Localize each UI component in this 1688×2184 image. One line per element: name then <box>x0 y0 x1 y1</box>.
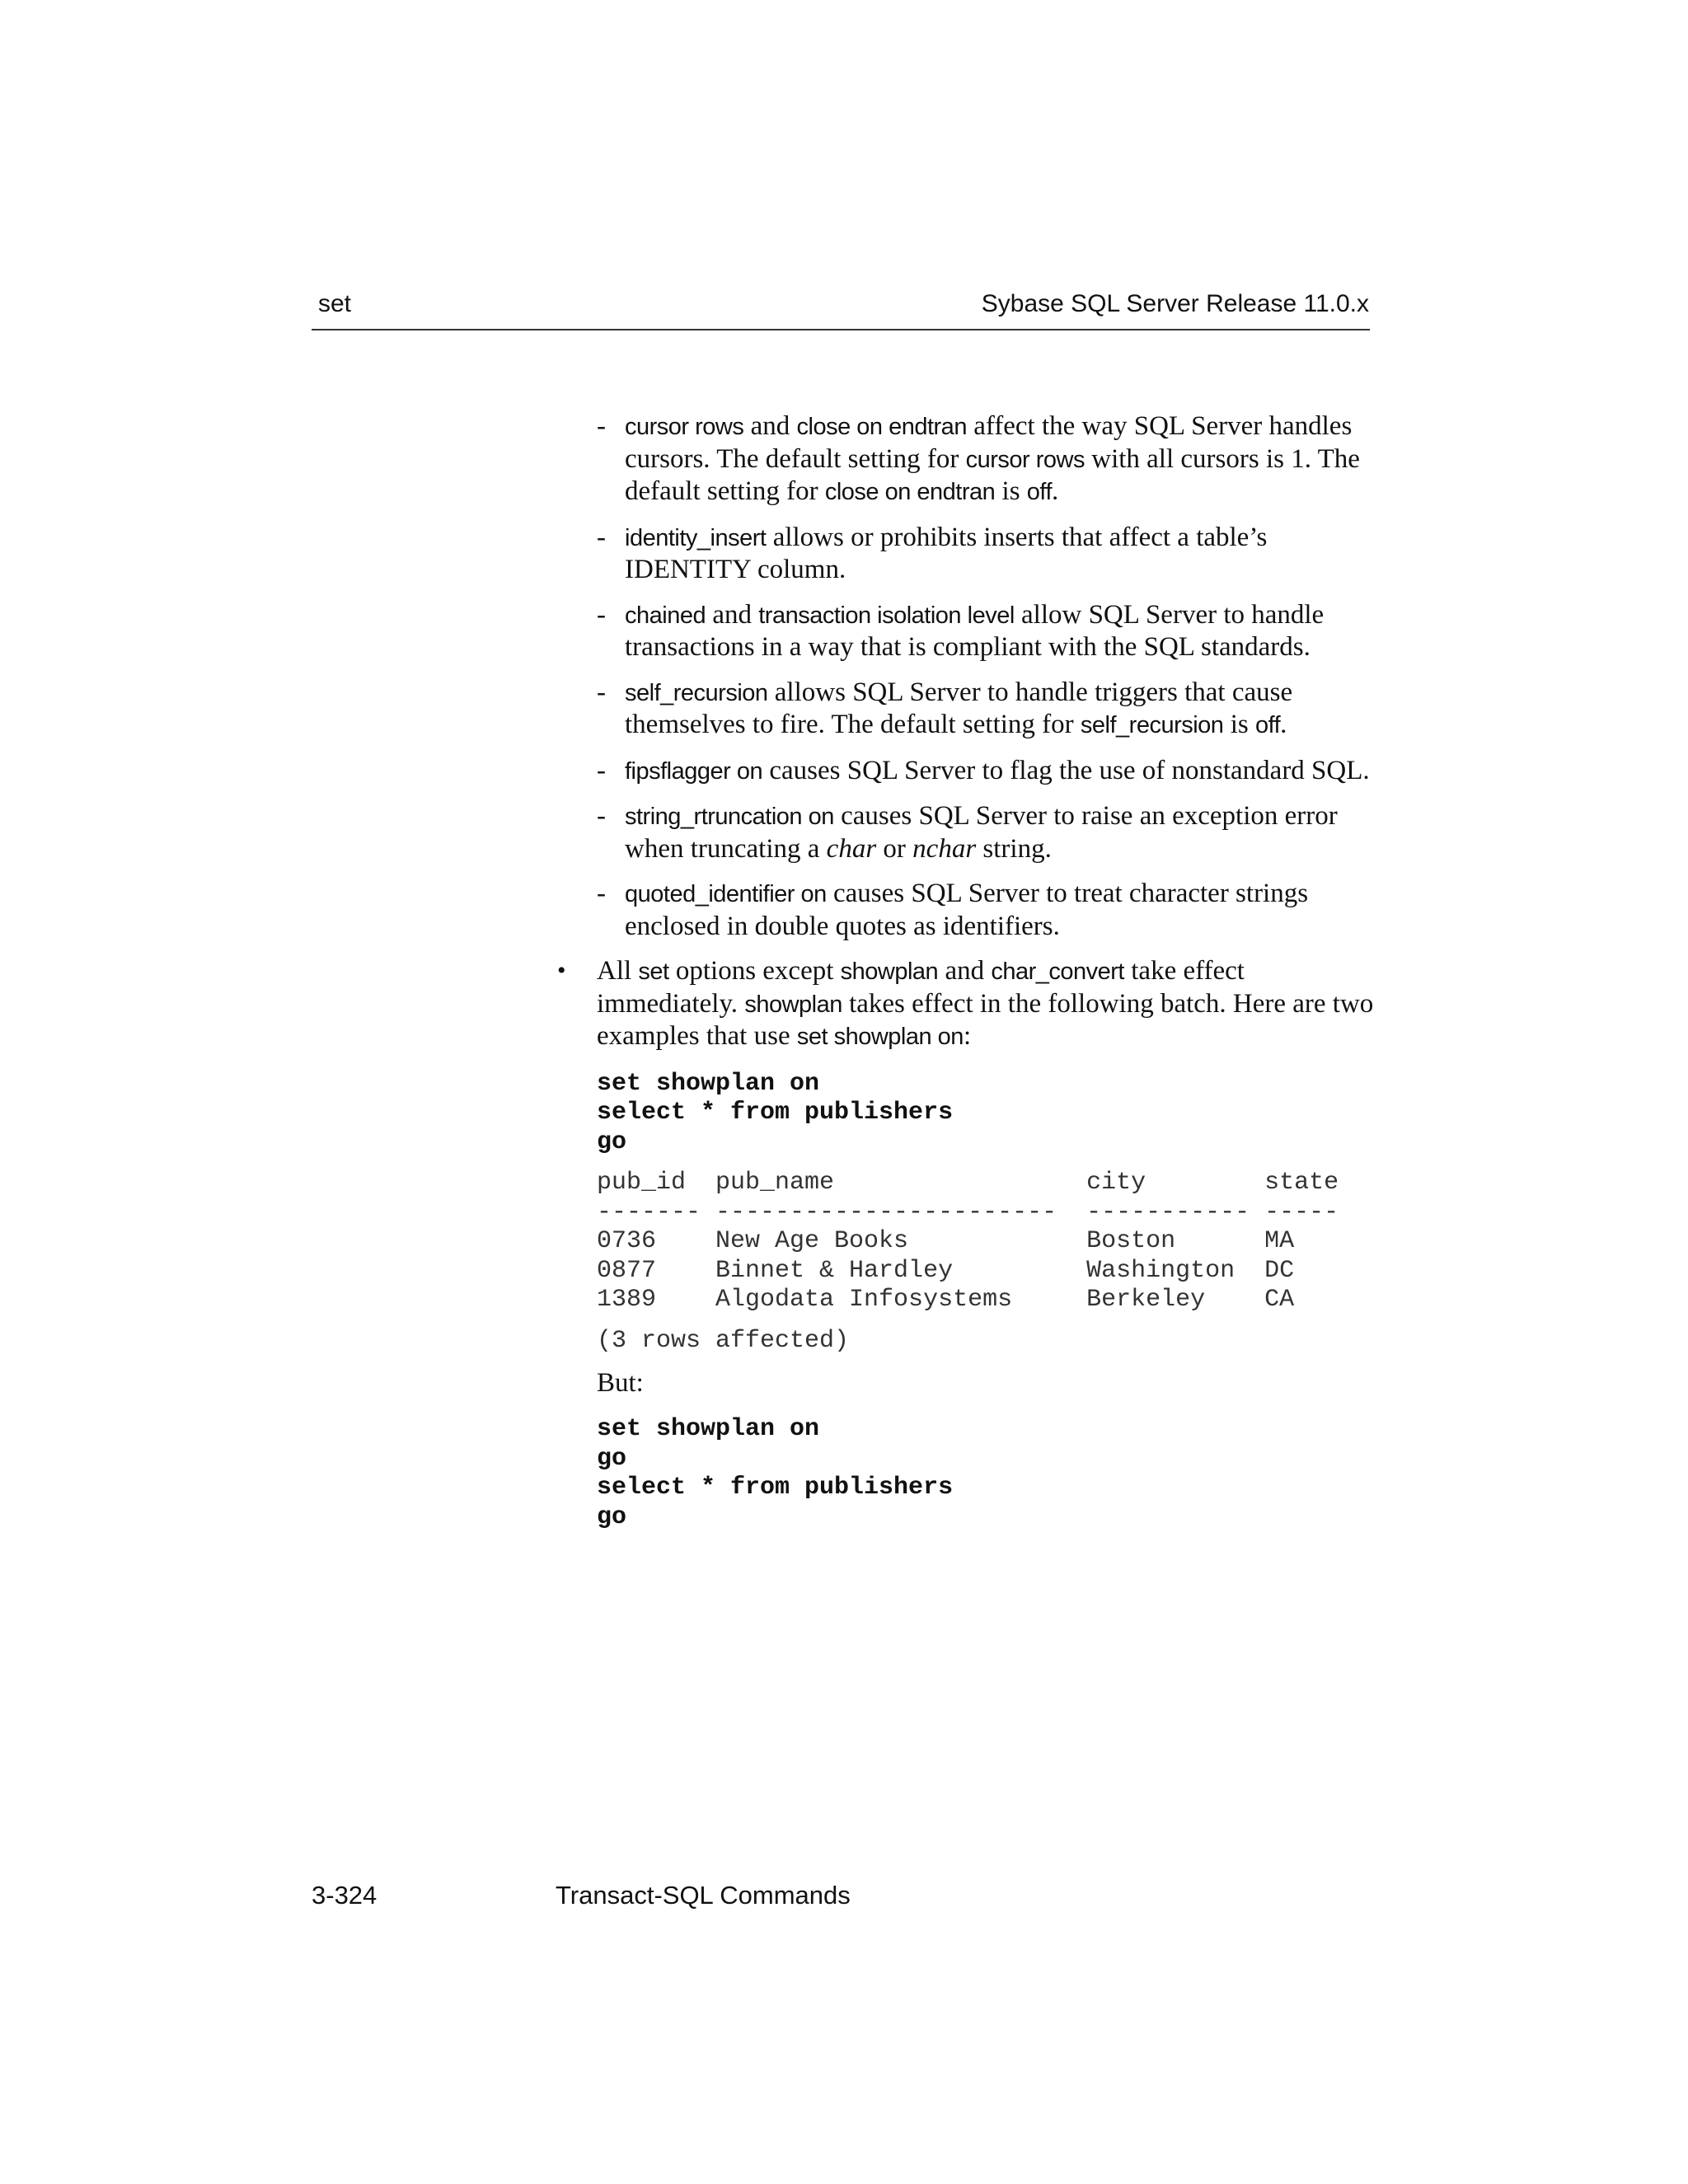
but-label: But: <box>597 1368 644 1398</box>
item-text: or <box>876 833 913 864</box>
keyword: chained <box>625 602 706 629</box>
item-text: allows SQL Server to handle triggers that cause themselves to fire. The default setting for <box>625 677 1293 739</box>
bullet-marker: • <box>557 957 566 984</box>
rows-affected: (3 rows affected) <box>597 1326 850 1355</box>
item-text: and <box>706 599 759 630</box>
emphasis: char <box>826 833 877 864</box>
header-rule <box>312 329 1370 330</box>
keyword: close on endtran <box>824 479 996 505</box>
bullet-text: All <box>597 956 639 986</box>
item-text: with all cursors is 1. The default setting for <box>625 443 1360 506</box>
list-item-chained <box>557 599 1381 663</box>
keyword: set <box>638 958 669 985</box>
dash-marker: - <box>597 522 606 552</box>
dash-marker: - <box>597 801 606 831</box>
dash-marker: - <box>597 879 606 908</box>
dash-marker: - <box>597 677 606 707</box>
code-example-1: set showplan on select * from publishers go <box>597 1069 954 1156</box>
item-text: string. <box>976 833 1052 864</box>
item-text: causes SQL Server to treat character strings enclosed in double quotes as identifiers. <box>625 879 1309 941</box>
keyword: string_rtruncation on <box>625 804 834 830</box>
dash-marker: - <box>597 755 606 785</box>
keyword: set showplan on <box>796 1024 964 1050</box>
keyword: self_recursion <box>625 679 768 706</box>
list-item-cursor-rows <box>557 410 1381 509</box>
keyword: showplan <box>744 991 842 1018</box>
bullet-text: : <box>963 1021 972 1051</box>
item-text: allow SQL Server to handle transactions in a way that is compliant with the SQL standards. <box>625 599 1325 662</box>
keyword: quoted_identifier on <box>625 881 827 907</box>
item-text: . <box>1052 476 1059 506</box>
keyword: cursor rows <box>625 414 744 440</box>
list-item-fipsflagger <box>557 755 1381 788</box>
item-text: affect the way SQL Server handles cursors. The default setting for <box>625 411 1353 474</box>
dash-marker: - <box>597 411 606 441</box>
list-item-quoted-identifier <box>557 878 1381 942</box>
item-text: is <box>1223 710 1255 739</box>
dash-marker: - <box>597 599 606 630</box>
keyword: identity_insert <box>625 524 767 551</box>
list-item-identity-insert <box>557 522 1381 586</box>
bullet-item-set-options <box>557 955 1381 1053</box>
keyword: fipsflagger on <box>625 757 763 785</box>
item-text: causes SQL Server to flag the use of nonstandard SQL. <box>762 755 1370 785</box>
keyword: self_recursion <box>1080 712 1224 738</box>
chapter-title: Transact-SQL Commands <box>556 1881 851 1910</box>
bullet-text: take effect immediately. <box>597 956 1245 1019</box>
main-content <box>557 410 1381 1532</box>
bullet-text: options except <box>668 956 841 986</box>
list-item-string-rtruncation <box>557 800 1381 865</box>
keyword: close on endtran <box>796 414 967 440</box>
keyword: cursor rows <box>965 446 1085 473</box>
keyword: char_convert <box>991 958 1124 985</box>
keyword: transaction isolation level <box>758 602 1015 629</box>
bullet-text: and <box>938 956 992 986</box>
emphasis: nchar <box>912 833 977 864</box>
item-text: is <box>995 476 1027 506</box>
running-header-left: set <box>318 290 352 317</box>
list-item-self-recursion <box>557 677 1381 742</box>
keyword: showplan <box>840 958 939 985</box>
page-number: 3-324 <box>312 1881 377 1910</box>
item-text: causes SQL Server to raise an exception error when truncating a <box>625 801 1338 864</box>
item-text: and <box>743 411 797 441</box>
item-text: . <box>1280 710 1287 739</box>
item-text: allows or prohibits inserts that affect a table’s IDENTITY column. <box>625 522 1268 584</box>
keyword: off <box>1254 712 1281 738</box>
keyword: off <box>1026 479 1053 505</box>
query-result-table: pub_id pub_name city state ------- ----------------------- ----------- ----- 0736 New Age Books Boston MA 0877 Binnet & Hardley Washington DC 1389 Algodata Infosystems Berkeley CA <box>597 1169 1339 1314</box>
running-header-right: Sybase SQL Server Release 11.0.x <box>981 290 1369 317</box>
code-example-2: set showplan on go select * from publishers go <box>597 1415 954 1531</box>
bullet-text: takes effect in the following batch. Here are two examples that use <box>597 988 1374 1051</box>
